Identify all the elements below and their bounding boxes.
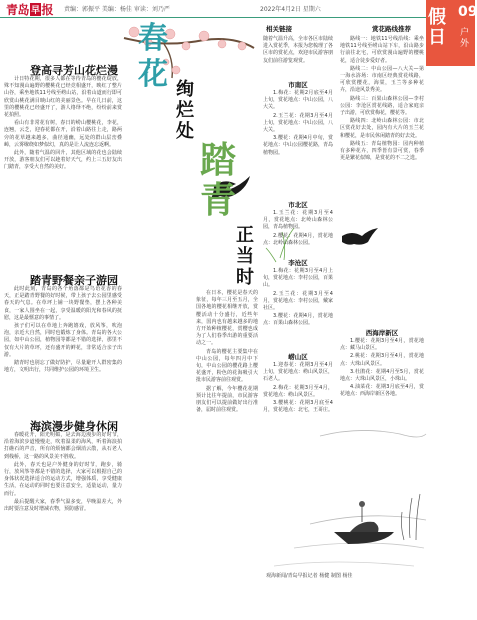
routes-title: 赏花路线推荐 [372, 25, 411, 33]
district-item: 1.玉兰花：花期3月至4月，赏花地点：北岭山森林公园，青岛植物园。 [263, 210, 333, 231]
district-label: 西海岸新区 [365, 329, 399, 337]
hero-char-small: 绚 [176, 79, 194, 100]
logo-text-right: 报 [41, 3, 54, 17]
district-item: 2.桃花：花期3月至4月，赏花地点：大珠山风景区。 [340, 353, 424, 367]
district-item: 3.樱花：花期4月，赏花地点：百果山森林公园。 [263, 313, 333, 327]
lake-scene [274, 430, 426, 566]
article-1-paragraph: 计日特花期，很多人都在等待青岛的樱花绽放，殊不知漫山遍野的樱桃花已经竞相盛开，映红了整片山谷，乘坐地铁11号线至崂山站，沿着山道而行即可欣赏山桃花满目映山红的美丽景色。早在几日前，这里的樱桃花已经盛开了，游人络绎不绝，纷纷前来赏花拍照。 [4, 76, 122, 119]
article-3-paragraph: 春暖花开，阳光明媚，是去海边漫步的好时节，沿着海滨步道慢慢走，吹着温柔的海风，听着海浪拍打礁石的声音，所有的烦恼都会烟消云散，从石老人到栈桥，这一路的风景美不胜收。 [4, 432, 122, 460]
middle-article-body [196, 290, 258, 415]
page-number: 09 [458, 4, 477, 20]
issue-date: 2022年4月2日 星期六 [260, 6, 321, 13]
logo-text-left: 青岛 [6, 3, 30, 17]
district-item: 3.樱花：花期4月中旬，赏花地点：中山公园樱花路，青岛植物园。 [263, 135, 334, 156]
related-links-intro: 随着气温升高，全市各区市陆续进入赏花季，本报为您梳理了各区市的赏花点，欢迎市民游客朋友们前往游览观赏。 [263, 36, 334, 64]
district-item: 1.樱花：花期3月至4月，赏花地点：藏马山景区。 [340, 338, 424, 352]
hero-char: 花 [138, 57, 168, 92]
district-label: 市南区 [288, 81, 308, 89]
logo-box: 早 [30, 3, 41, 16]
routes-paragraph: 路线一：地铁11号线沿线：乘坐地铁11号线至崂山站下车，沿山路步行前往北宅，可欣赏漫山遍野的樱桃花，适合徒步爱好者。 [340, 36, 424, 64]
article-2-paragraph: 孩子们可以在草地上奔跑嬉戏，放风筝，吹泡泡，亲近大自然，同时也锻炼了身体。青岛的各大公园，如中山公园，植物园等都是不错的选择，那里不仅有大片的草坪，还有盛开的鲜花，非常适合亲子出游。 [4, 323, 122, 358]
hero-char: 青 [200, 179, 237, 221]
district-item: 2.梅花：花期3月至4月，赏花地点：崂山风景区。 [263, 384, 333, 398]
routes-body [340, 36, 424, 163]
district-label: 市北区 [288, 201, 308, 209]
article-2-paragraph: 此时此刻，青岛的各个角落都是鸟语花香的春天，正是踏青野餐的好时候，带上孩子去公园里感受春天的气息。在草坪上铺一块野餐垫，摆上各种美食，一家人围坐在一起，享受温暖的阳光和春风的抚慰，这是最惬意的事情了。 [4, 286, 122, 321]
article-2-paragraph: 踏青时也别忘了做好防护，尽量避开人群密集的地方，文明出行，共同维护公园的环境卫生。 [4, 360, 122, 374]
section-tab-sub: 户外 [460, 28, 470, 49]
article-body-1 [4, 76, 122, 173]
middle-paragraph: 据了解，今年樱花花期预计比往年提前，市民游客朋友们可以提前做好出行准备，届时前往观赏。 [196, 385, 258, 414]
boat-icon [334, 501, 394, 544]
district-item: 2.玉兰花：花期3月至4月上旬，赏花地点：中山公园，八大关。 [263, 112, 334, 134]
masthead [0, 0, 475, 18]
district-item: 4.油菜花：花期3月底至4月，赏花地点：西海岸新区各地。 [340, 384, 424, 398]
district-item: 3.杜鹃花：花期4月至5月，赏花地点：大珠山风景区，小珠山。 [340, 368, 424, 383]
article-body-2 [4, 286, 122, 375]
district-item: 3.樱桃花：花期3月底至4月，赏花地点：北宅，王哥庄。 [263, 400, 334, 414]
article-body-3 [4, 432, 122, 514]
district-item: 2.樱花：花期4月，赏花地点：北岭山森林公园。 [263, 232, 333, 246]
article-1-paragraph: 此外，随着气温的回升，其他区域的花也会陆续开放，游客朋友们可以趁着好天气，约上三五好友出门踏青，享受大自然的美好。 [4, 150, 122, 171]
editor-credits: 责编：郭振平 美编：杨佳 审读：刘乃严 [64, 6, 170, 13]
district-item: 1.迎春花：花期3月至4月上旬，赏花地点：崂山风景区，石老人。 [263, 362, 334, 383]
district-list [263, 90, 333, 158]
district-list [263, 268, 333, 329]
hero-char-small: 时 [236, 267, 254, 288]
hero-char-small: 烂 [176, 100, 194, 121]
footer-credit: 观海新闻/青岛早报记者 杨健 制图 杨佳 [266, 573, 353, 579]
district-list [263, 362, 333, 415]
section-tab [426, 0, 475, 66]
hero-char: 春 [138, 21, 168, 56]
article-1-paragraph: 看山有非常花有树，春日的崂山樱桃花，李花，连翘，云芝，迎春花都在开，沿着山路往上走，路两旁的花草越来越多，曲径通幽，远处的群山层峦叠嶂，云雾缭绕如梦似幻，真的是让人流连忘返啊。 [4, 120, 122, 148]
related-links-title: 相关链接 [266, 25, 292, 33]
middle-paragraph: 青岛的樱花主要集中在中山公园，每年四月中下旬，中山公园的樱花路上樱花盛开，粉色的花海吸引大批市民游客前往观赏。 [196, 348, 258, 384]
routes-paragraph: 路线三：百果山森林公园—李村公园：李沧区赏花线路，适合家庭亲子出游，可欣赏梅花，樱花等。 [340, 95, 424, 117]
district-label: 崂山区 [288, 353, 308, 361]
article-title-2: 踏青野餐亲子游园 [30, 274, 118, 287]
article-title-1: 登高寻芳山花烂漫 [30, 64, 118, 77]
swallow-bird [342, 228, 378, 245]
district-item: 1.梅花：花期2月底至4月上旬，赏花地点：中山公园，八大关。 [263, 90, 334, 111]
middle-paragraph: 在日本，樱花是春天的象征，每年三月至五月，全国各地的樱花相继开放，赏樱活动十分盛行，近些年来，国内也有越来越多的地方开始种植樱花，赏樱也成为了人们春季出游的重要活动之一。 [196, 290, 258, 347]
article-title-3: 海滨漫步健身休闲 [30, 420, 118, 433]
routes-paragraph: 路线二：中山公园—八大关—第一海水浴场：市南区经典赏花线路，可欣赏樱花，海棠，玉兰等多种花卉，沿途风景秀美。 [340, 65, 424, 94]
article-3-paragraph: 最后提醒大家，春季气温多变，早晚温差大，外出时要注意及时增减衣物，预防感冒。 [4, 498, 122, 513]
district-item: 1.梅花：花期3月至4月上旬，赏花地点：李村公园，百果山。 [263, 268, 334, 289]
hero-char-small: 正 [236, 225, 254, 246]
routes-paragraph: 路线四：北岭山森林公园：市北区赏花好去处，园内有大片的玉兰花和樱花，是市民休闲踏青的好去处。 [340, 118, 424, 139]
district-label: 李沧区 [288, 259, 308, 267]
hero-char: 踏 [200, 139, 237, 181]
hero-char-small: 处 [176, 121, 194, 142]
district-item: 2.玉兰花：花期3月至4月，赏花地点：李村公园，戴家社区。 [263, 290, 334, 312]
hero-char-small: 当 [236, 246, 254, 267]
district-list [340, 338, 424, 400]
article-3-paragraph: 此外，春天也是户外健身的好时节，跑步，骑行，放风筝等都是不错的选择，大家可以根据自己的身体状况选择适合的运动方式，增强体质，享受健康生活，在运动的同时也要注意安全，适量运动，量力而行。 [4, 461, 122, 497]
newspaper-logo [6, 1, 53, 18]
district-list [263, 210, 333, 248]
routes-paragraph: 路线五：青岛植物园：园内种植有多种花卉，四季皆有景可赏，春季更是繁花似锦，是赏花的不二之选。 [340, 140, 424, 162]
section-tab-title: 假日 [428, 7, 446, 48]
